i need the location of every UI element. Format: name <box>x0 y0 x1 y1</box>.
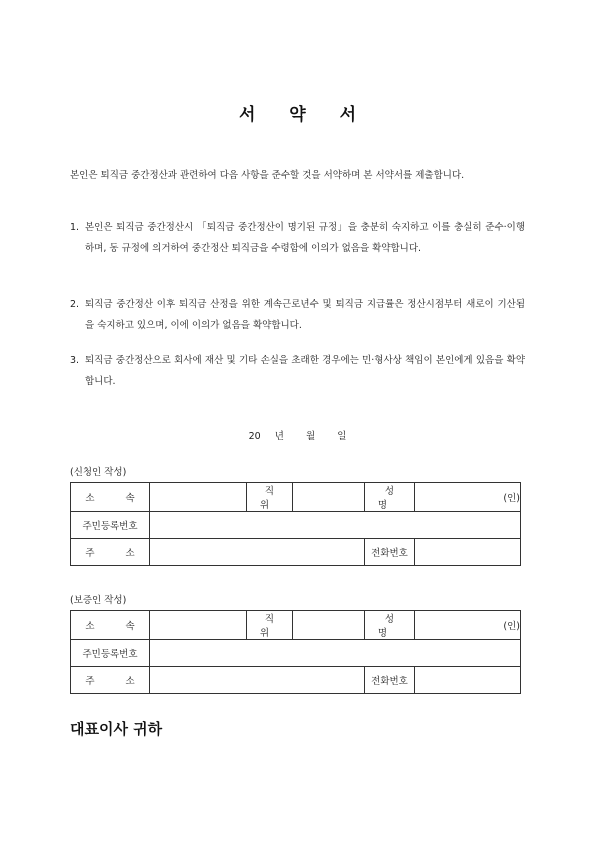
resident-no-label: 주민등록번호 <box>71 640 150 667</box>
position-label: 직 위 <box>247 611 293 640</box>
name-field[interactable] <box>415 483 521 512</box>
date-year-prefix: 20 <box>248 431 261 442</box>
clause-number: 2. <box>70 299 80 310</box>
intro-paragraph: 본인은 퇴직금 중간정산과 관련하여 다음 사항을 준수할 것을 서약하며 본 서약서를 제출합니다. <box>70 170 465 181</box>
phone-label: 전화번호 <box>365 539 415 566</box>
clause-3 <box>70 350 525 392</box>
position-field[interactable] <box>293 611 365 640</box>
date-year-label: 년 <box>274 431 284 442</box>
phone-field[interactable] <box>415 667 521 694</box>
seal-mark: (인) <box>503 493 520 504</box>
affiliation-label: 소 속 <box>71 483 150 512</box>
table-row <box>71 640 521 667</box>
name-field[interactable] <box>415 611 521 640</box>
table-row <box>71 512 521 539</box>
applicant-form-table <box>70 482 521 566</box>
applicant-section-label: (신청인 작성) <box>70 467 127 478</box>
name-label: 성 명 <box>365 611 415 640</box>
affiliation-field[interactable] <box>150 611 247 640</box>
address-label: 주 소 <box>71 667 150 694</box>
seal-mark: (인) <box>503 621 520 632</box>
date-day-label: 일 <box>337 431 347 442</box>
addressee: 대표이사 귀하 <box>70 720 163 738</box>
phone-field[interactable] <box>415 539 521 566</box>
table-row <box>71 539 521 566</box>
address-field[interactable] <box>150 539 365 566</box>
name-label: 성 명 <box>365 483 415 512</box>
table-row <box>71 611 521 640</box>
position-field[interactable] <box>293 483 365 512</box>
clause-2 <box>70 294 525 336</box>
affiliation-label: 소 속 <box>71 611 150 640</box>
resident-no-label: 주민등록번호 <box>71 512 150 539</box>
clause-text: 퇴직금 중간정산 이후 퇴직금 산정을 위한 계속근로년수 및 퇴직금 지급률은 정산시점부터 새로이 기산됨을 숙지하고 있으며, 이에 이의가 없음을 확약합니다. <box>85 299 525 331</box>
resident-no-field[interactable] <box>150 512 521 539</box>
clause-number: 1. <box>70 222 80 233</box>
date-month-label: 월 <box>305 431 316 442</box>
clause-1 <box>70 217 525 259</box>
clause-number: 3. <box>70 355 80 366</box>
guarantor-section-label: (보증인 작성) <box>70 595 127 606</box>
clause-text: 본인은 퇴직금 중간정산시 「퇴직금 중간정산이 명기된 규정」을 충분히 숙지하고 이를 충실히 준수·이행하며, 동 규정에 의거하여 중간정산 퇴직금을 수령함에 이의가 없음을 확약합니다. <box>85 222 525 254</box>
table-row <box>71 483 521 512</box>
table-row <box>71 667 521 694</box>
position-label: 직 위 <box>247 483 293 512</box>
affiliation-field[interactable] <box>150 483 247 512</box>
clause-text: 퇴직금 중간정산으로 회사에 재산 및 기타 손실을 초래한 경우에는 민·형사상 책임이 본인에게 있음을 확약합니다. <box>85 355 525 387</box>
address-label: 주 소 <box>71 539 150 566</box>
document-title: 서 약 서 <box>238 105 371 125</box>
phone-label: 전화번호 <box>365 667 415 694</box>
resident-no-field[interactable] <box>150 640 521 667</box>
guarantor-form-table <box>70 610 521 694</box>
date-line <box>0 428 595 442</box>
address-field[interactable] <box>150 667 365 694</box>
